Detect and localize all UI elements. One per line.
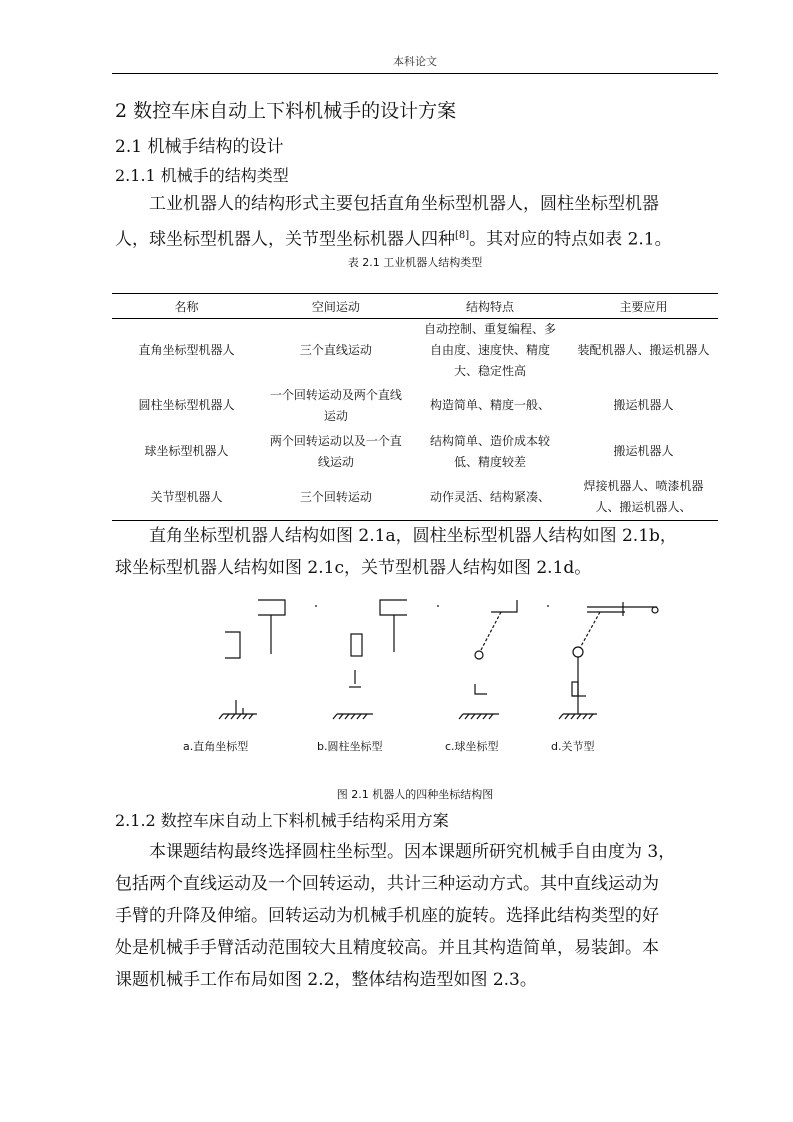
table-cell: 搬运机器人 [613,398,674,412]
reference-marker: [8] [455,230,470,241]
subsection-heading: 2.1.2 数控车床自动上下料机械手结构采用方案 [115,811,449,830]
cartesian-robot-sketch [219,600,317,719]
paragraph-line: 本课题结构最终选择圆柱坐标型。因本课题所研究机械手自由度为 3， [149,842,676,862]
paragraph-line: 直角坐标型机器人结构如图 2.1a，圆柱坐标型机器人结构如图 2.1b， [149,526,677,546]
paragraph-line: 工业机器人的结构形式主要包括直角坐标型机器人，圆柱坐标型机器 [149,194,659,214]
paragraph-line: 处是机械手手臂活动范围较大且精度较高。并且其构造简单，易装卸。本 [115,938,659,958]
paragraph-figure-reference [115,520,721,584]
section-heading: 2.1 机械手结构的设计 [115,137,284,157]
chapter-heading: 2 数控车床自动上下料机械手的设计方案 [115,100,457,122]
table-cell: 焊接机器人、喷漆机器人、搬运机器人、 [569,475,718,521]
text-run: 人，球坐标型机器人，关节型坐标机器人四种 [115,229,455,250]
subsection-heading: 2.1.1 机械手的结构类型 [115,166,289,185]
paragraph-line [115,220,721,256]
table-header: 名称 [112,294,261,319]
table-header: 结构特点 [411,294,569,319]
table-header-row [112,294,718,319]
figure-label-cartesian: a.直角坐标型 [183,740,249,753]
text-run: 。其对应的特点如表 2.1。 [469,229,672,250]
figure-label-cylindrical: b.圆柱坐标型 [317,740,383,753]
robot-coordinate-figure [183,592,665,762]
table-cell: 关节型机器人 [112,475,261,521]
page-header: 本科论文 [393,55,437,68]
table-cell: 球坐标型机器人 [144,444,229,458]
robot-sketches [195,592,665,762]
table-cell: 自动控制、重复编程、多自由度、速度快、精度大、稳定性高 [423,322,556,379]
table-cell: 两个回转运动以及一个直线运动 [269,433,402,469]
robot-types-table [112,293,718,521]
table-cell: 构造简单、精度一般、 [429,398,550,412]
table-cell: 搬运机器人 [613,444,674,458]
table-caption: 表 2.1 工业机器人结构类型 [347,256,483,269]
table-cell: 圆柱坐标型机器人 [138,398,235,412]
table-cell: 三个回转运动 [261,475,411,521]
header-rule [112,73,718,74]
paragraph-line: 课题机械手工作布局如图 2.2，整体结构造型如图 2.3。 [115,970,537,990]
figure-label-spherical: c.球坐标型 [445,740,499,753]
table-row [112,383,718,429]
table-cell: 装配机器人、搬运机器人 [577,343,710,358]
table-row [112,319,718,383]
spherical-robot-sketch [459,600,549,719]
paragraph-line: 球坐标型机器人结构如图 2.1c，关节型机器人结构如图 2.1d。 [115,558,592,578]
table-cell: 动作灵活、结构紧凑、 [411,475,569,521]
paragraph-line: 包括两个直线运动及一个回转运动，共计三种运动方式。其中直线运动为 [115,874,659,894]
table-cell: 直角坐标型机器人 [138,343,235,358]
table-header: 空间运动 [261,294,411,319]
table-cell: 一个回转运动及两个直线运动 [269,387,402,423]
figure-label-articulated: d.关节型 [551,740,595,753]
articulated-robot-sketch [559,602,658,719]
table-row [112,475,718,521]
table-header: 主要应用 [569,294,718,319]
paragraph-adopted-scheme [115,836,721,996]
table-row [112,429,718,475]
figure-caption: 图 2.1 机器人的四种坐标结构图 [336,788,494,801]
cylindrical-robot-sketch [333,600,439,719]
table-cell: 结构简单、造价成本较低、精度较差 [429,433,550,469]
paragraph-line: 手臂的升降及伸缩。回转运动为机械手机座的旋转。选择此结构类型的好 [115,906,659,926]
paragraph-structure-types [115,188,721,256]
table-cell: 三个直线运动 [299,343,372,358]
